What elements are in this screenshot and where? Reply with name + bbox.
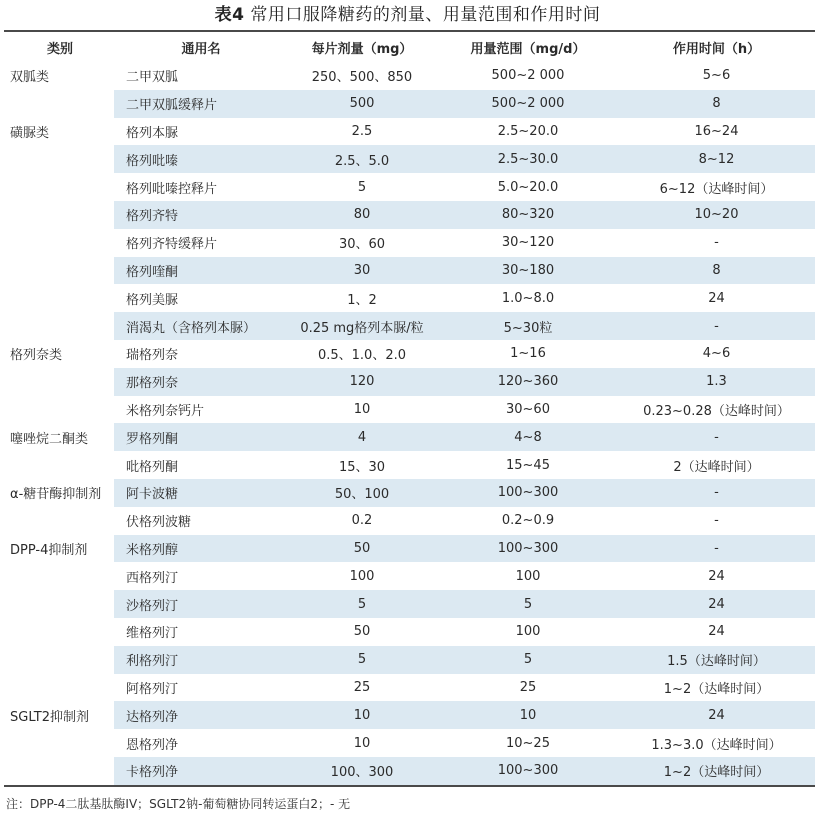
range-cell: 5	[438, 646, 618, 674]
duration-cell: 1.3	[618, 368, 815, 396]
generic-name-cell: 格列喹酮	[116, 257, 286, 285]
duration-cell: -	[714, 513, 719, 529]
table-bottom-rule	[4, 785, 815, 787]
category-cell	[4, 590, 116, 618]
table-row	[4, 590, 815, 618]
range-cell: 100~300	[438, 535, 618, 563]
duration-cell: 10~20	[618, 201, 815, 229]
duration-cell: -	[618, 535, 815, 563]
range-cell: 5.0~20.0	[497, 179, 559, 195]
range-cell: 10~25	[506, 735, 550, 751]
table-row	[4, 368, 815, 396]
duration-cell: 24	[708, 568, 725, 584]
duration-cell: 0.23~0.28（达峰时间）	[643, 403, 790, 419]
range-cell: 100~300	[438, 479, 618, 507]
category-cell	[4, 173, 116, 201]
table-row	[4, 340, 815, 368]
duration-cell: 8	[618, 90, 815, 118]
range-cell: 100~300	[438, 757, 618, 785]
generic-name-cell: 利格列汀	[116, 646, 286, 674]
table-row	[4, 145, 815, 173]
category-cell	[4, 312, 116, 340]
header-range: 用量范围（mg/d）	[470, 41, 586, 57]
dose-cell: 4	[286, 423, 438, 451]
generic-name-cell: 伏格列波糖	[126, 515, 192, 531]
table-row	[4, 562, 815, 590]
table-caption: 常用口服降糖药的剂量、用量范围和作用时间	[250, 5, 601, 25]
table-header-row	[4, 32, 815, 62]
category-cell: 双胍类	[10, 70, 50, 86]
duration-cell: 4~6	[702, 346, 731, 362]
dose-cell: 1、2	[347, 292, 377, 308]
table-row	[4, 173, 815, 201]
range-cell: 500~2 000	[438, 90, 618, 118]
category-cell: DPP-4抑制剂	[10, 542, 88, 558]
category-cell	[4, 284, 116, 312]
dose-cell: 100、300	[286, 757, 438, 785]
dose-cell: 50	[353, 624, 371, 640]
generic-name-cell: 米格列奈钙片	[126, 403, 205, 419]
range-cell: 1~16	[510, 346, 546, 362]
header-generic-name: 通用名	[181, 41, 221, 57]
dose-cell: 80	[286, 201, 438, 229]
category-cell	[4, 396, 116, 424]
table-row	[4, 312, 815, 340]
dose-cell: 0.2	[351, 513, 373, 529]
header-duration: 作用时间（h）	[672, 41, 761, 57]
category-cell: SGLT2抑制剂	[10, 709, 89, 725]
duration-cell: 8~12	[618, 145, 815, 173]
generic-name-cell: 消渴丸（含格列本脲）	[116, 312, 286, 340]
generic-name-cell: 吡格列酮	[126, 459, 179, 475]
generic-name-cell: 米格列醇	[116, 535, 286, 563]
range-cell: 25	[519, 679, 537, 695]
generic-name-cell: 格列齐特	[116, 201, 286, 229]
generic-name-cell: 罗格列酮	[116, 423, 286, 451]
category-cell: 磺脲类	[10, 125, 50, 141]
duration-cell: 6~12（达峰时间）	[659, 181, 774, 197]
range-cell: 100	[515, 624, 541, 640]
category-cell	[4, 729, 116, 757]
dose-cell: 100	[349, 568, 375, 584]
generic-name-cell: 格列吡嗪	[116, 145, 286, 173]
category-cell	[4, 507, 116, 535]
table-row	[4, 284, 815, 312]
range-cell: 10	[438, 701, 618, 729]
category-cell	[4, 646, 116, 674]
range-cell: 100	[515, 568, 541, 584]
duration-cell: 5~6	[702, 68, 731, 84]
table-row	[4, 618, 815, 646]
range-cell: 1.0~8.0	[501, 290, 555, 306]
table-row	[4, 62, 815, 90]
range-cell: 500~2 000	[491, 68, 565, 84]
duration-cell: 8	[618, 257, 815, 285]
table-row	[4, 396, 815, 424]
table-row	[4, 201, 815, 229]
generic-name-cell: 达格列净	[116, 701, 286, 729]
dose-cell: 0.5、1.0、2.0	[317, 348, 407, 364]
dose-cell: 15、30	[338, 459, 386, 475]
table-row	[4, 423, 815, 451]
category-cell	[4, 90, 116, 118]
category-cell	[4, 229, 116, 257]
duration-cell: 1.5（达峰时间）	[618, 646, 815, 674]
category-cell	[4, 257, 116, 285]
duration-cell: -	[714, 235, 719, 251]
generic-name-cell: 二甲双胍缓释片	[116, 90, 286, 118]
duration-cell: 24	[708, 290, 725, 306]
dose-cell: 250、500、850	[311, 70, 413, 86]
range-cell: 30~180	[438, 257, 618, 285]
table-title	[0, 0, 815, 30]
table-row	[4, 757, 815, 785]
duration-cell: 24	[618, 701, 815, 729]
range-cell: 2.5~20.0	[497, 123, 559, 139]
dose-cell: 50、100	[286, 479, 438, 507]
dose-cell: 500	[286, 90, 438, 118]
range-cell: 15~45	[506, 457, 550, 473]
dose-cell: 30、60	[338, 237, 386, 253]
range-cell: 30~120	[501, 235, 555, 251]
table-row	[4, 535, 815, 563]
table-row	[4, 229, 815, 257]
generic-name-cell: 沙格列汀	[116, 590, 286, 618]
category-cell	[4, 145, 116, 173]
table-row	[4, 451, 815, 479]
range-cell: 4~8	[438, 423, 618, 451]
range-cell: 2.5~30.0	[438, 145, 618, 173]
generic-name-cell: 格列美脲	[126, 292, 179, 308]
dose-cell: 10	[353, 735, 371, 751]
generic-name-cell: 格列齐特缓释片	[126, 237, 218, 253]
table-body	[4, 62, 815, 785]
category-cell: 格列奈类	[10, 348, 63, 364]
range-cell: 5	[438, 590, 618, 618]
table-row	[4, 90, 815, 118]
table-row	[4, 118, 815, 146]
table-row	[4, 257, 815, 285]
range-cell: 120~360	[438, 368, 618, 396]
table-row	[4, 729, 815, 757]
drug-table	[4, 30, 815, 787]
category-cell: α-糖苷酶抑制剂	[10, 487, 102, 503]
dose-cell: 2.5	[351, 123, 373, 139]
duration-cell: 2（达峰时间）	[673, 459, 760, 475]
generic-name-cell: 卡格列净	[116, 757, 286, 785]
generic-name-cell: 恩格列净	[126, 737, 179, 753]
table-row	[4, 646, 815, 674]
dose-cell: 10	[286, 701, 438, 729]
table-row	[4, 674, 815, 702]
generic-name-cell: 二甲双胍	[126, 70, 179, 86]
duration-cell: 24	[708, 624, 725, 640]
dose-cell: 10	[353, 401, 371, 417]
dose-cell: 2.5、5.0	[286, 145, 438, 173]
category-cell	[4, 757, 116, 785]
dose-cell: 120	[286, 368, 438, 396]
generic-name-cell: 瑞格列奈	[126, 348, 179, 364]
dose-cell: 0.25 mg格列本脲/粒	[286, 312, 438, 340]
dose-cell: 5	[286, 590, 438, 618]
header-dose: 每片剂量（mg）	[311, 41, 413, 57]
range-cell: 5~30粒	[438, 312, 618, 340]
table-row	[4, 507, 815, 535]
duration-cell: 1.3~3.0（达峰时间）	[651, 737, 782, 753]
range-cell: 30~60	[506, 401, 550, 417]
table-number: 表4	[214, 5, 245, 25]
duration-cell: -	[618, 479, 815, 507]
generic-name-cell: 格列本脲	[126, 125, 179, 141]
dose-cell: 5	[357, 179, 367, 195]
table-row	[4, 479, 815, 507]
dose-cell: 25	[353, 679, 371, 695]
header-category: 类别	[46, 41, 73, 57]
category-cell	[4, 201, 116, 229]
duration-cell: -	[618, 312, 815, 340]
duration-cell: -	[618, 423, 815, 451]
table-footnote: 注：DPP-4二肽基肽酶IV；SGLT2钠-葡萄糖协同转运蛋白2；- 无	[6, 797, 351, 811]
duration-cell: 1~2（达峰时间）	[663, 681, 770, 697]
generic-name-cell: 那格列奈	[116, 368, 286, 396]
table-row	[4, 701, 815, 729]
dose-cell: 30	[286, 257, 438, 285]
dose-cell: 5	[286, 646, 438, 674]
generic-name-cell: 阿格列汀	[126, 681, 179, 697]
dose-cell: 50	[286, 535, 438, 563]
category-cell	[4, 451, 116, 479]
generic-name-cell: 阿卡波糖	[116, 479, 286, 507]
category-cell: 噻唑烷二酮类	[10, 431, 89, 447]
range-cell: 80~320	[438, 201, 618, 229]
generic-name-cell: 西格列汀	[126, 570, 179, 586]
range-cell: 0.2~0.9	[501, 513, 555, 529]
category-cell	[4, 562, 116, 590]
category-cell	[4, 368, 116, 396]
generic-name-cell: 维格列汀	[126, 626, 179, 642]
category-cell	[4, 618, 116, 646]
duration-cell: 1~2（达峰时间）	[618, 757, 815, 785]
generic-name-cell: 格列吡嗪控释片	[126, 181, 218, 197]
duration-cell: 24	[618, 590, 815, 618]
category-cell	[4, 674, 116, 702]
duration-cell: 16~24	[694, 123, 739, 139]
